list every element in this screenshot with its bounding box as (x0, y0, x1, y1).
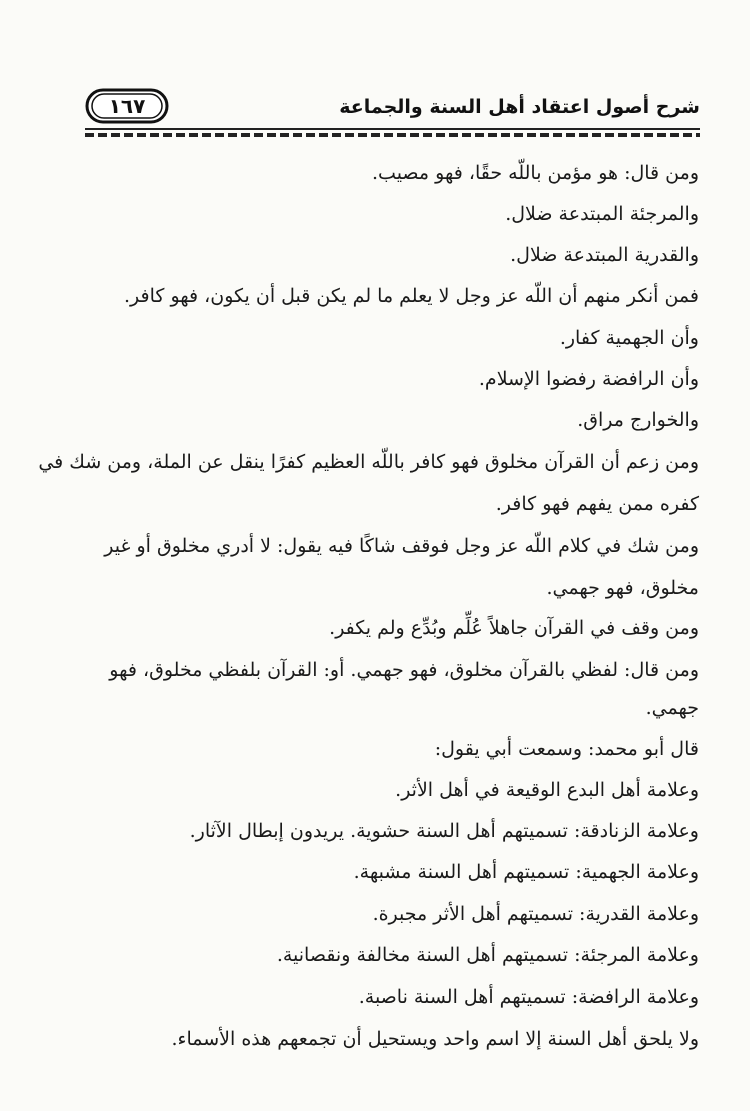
text-line: مخلوق، فهو جهمي. (546, 577, 699, 599)
text-line: وعلامة الجهمية: تسميتهم أهل السنة مشبهة. (353, 861, 699, 883)
text-line: ولا يلحق أهل السنة إلا اسم واحد ويستحيل أن تجمعهم هذه الأسماء. (171, 1028, 699, 1050)
text-line: جهمي. (645, 697, 699, 719)
text-line: وأن الرافضة رفضوا الإسلام. (478, 368, 699, 390)
page-number: ١٦٧ (108, 94, 146, 118)
text-line: وعلامة أهل البدع الوقيعة في أهل الأثر. (395, 779, 699, 801)
text-line: كفره ممن يفهم فهو كافر. (495, 493, 699, 515)
text-line: ومن شك في كلام اللّه عز وجل فوقف شاكًا فيه يقول: لا أدري مخلوق أو غير (104, 535, 699, 557)
text-line: ومن قال: لفظي بالقرآن مخلوق، فهو جهمي. أو: القرآن بلفظي مخلوق، فهو (109, 659, 699, 681)
running-title: شرح أصول اعتقاد أهل السنة والجماعة (339, 96, 700, 118)
text-line: وعلامة المرجئة: تسميتهم أهل السنة مخالفة ونقصانية. (276, 944, 699, 966)
text-line: قال أبو محمد: وسمعت أبي يقول: (434, 738, 699, 760)
text-line: وعلامة الرافضة: تسميتهم أهل السنة ناصبة. (358, 986, 699, 1008)
header-dashed-rule (85, 133, 700, 137)
text-line: وعلامة القدرية: تسميتهم أهل الأثر مجبرة. (372, 903, 699, 925)
text-line: وأن الجهمية كفار. (559, 327, 699, 349)
text-line: ومن قال: هو مؤمن باللّه حقًا، فهو مصيب. (372, 162, 699, 184)
text-line: والخوارج مراق. (577, 409, 699, 431)
text-line: فمن أنكر منهم أن اللّه عز وجل لا يعلم ما لم يكن قبل أن يكون، فهو كافر. (123, 285, 699, 307)
text-line: ومن وقف في القرآن جاهلاً عُلِّم وبُدِّع ولم يكفر. (329, 617, 699, 639)
header-rule (85, 128, 700, 130)
text-line: وعلامة الزنادقة: تسميتهم أهل السنة حشوية. يريدون إبطال الآثار. (189, 820, 699, 842)
text-line: ومن زعم أن القرآن مخلوق فهو كافر باللّه العظيم كفرًا ينقل عن الملة، ومن شك في (38, 451, 699, 473)
text-line: والمرجئة المبتدعة ضلال. (505, 203, 699, 225)
text-line: والقدرية المبتدعة ضلال. (510, 244, 699, 266)
page-number-badge (85, 88, 169, 124)
page-header (85, 88, 700, 130)
